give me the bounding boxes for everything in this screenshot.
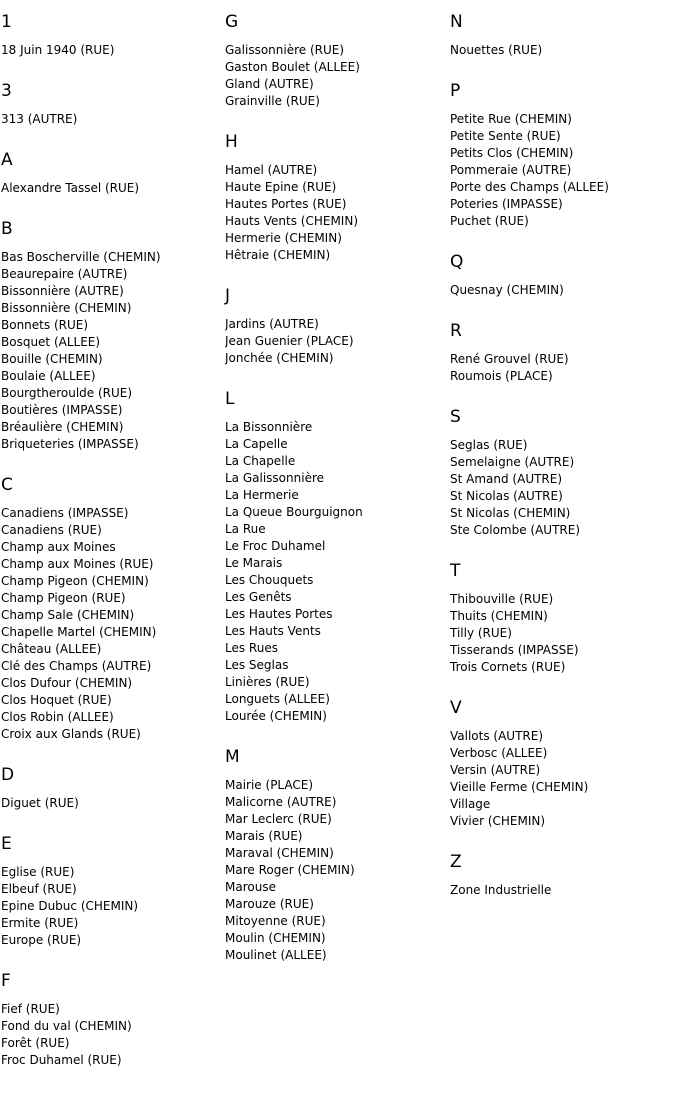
street-entry: Les Genêts	[225, 590, 292, 604]
street-entry: Vallots (AUTRE)	[450, 729, 544, 743]
street-list	[225, 419, 449, 725]
street-entry: Champ aux Moines	[1, 540, 116, 554]
street-entry: Pommeraie (AUTRE)	[450, 163, 572, 177]
street-entry: St Nicolas (AUTRE)	[450, 489, 563, 503]
letter-section	[450, 252, 674, 299]
street-entry: Les Rues	[225, 641, 278, 655]
letter-heading: C	[1, 475, 13, 495]
letter-section	[450, 81, 674, 230]
letter-section	[225, 747, 449, 964]
street-entry: René Grouvel (RUE)	[450, 352, 569, 366]
letter-heading: L	[225, 389, 235, 409]
street-entry: Moulinet (ALLEE)	[225, 948, 327, 962]
street-entry: Clé des Champs (AUTRE)	[1, 659, 152, 673]
street-entry: La Hermerie	[225, 488, 299, 502]
street-entry: Champ Pigeon (CHEMIN)	[1, 574, 149, 588]
street-entry: Fond du val (CHEMIN)	[1, 1019, 132, 1033]
street-list	[1, 1001, 225, 1069]
street-entry: Petite Rue (CHEMIN)	[450, 112, 572, 126]
letter-heading: Q	[450, 252, 464, 272]
street-entry: Puchet (RUE)	[450, 214, 529, 228]
street-entry: Grainville (RUE)	[225, 94, 320, 108]
street-list	[450, 42, 674, 59]
street-entry: Semelaigne (AUTRE)	[450, 455, 575, 469]
street-index-column-1	[1, 0, 225, 1069]
street-entry: Bouille (CHEMIN)	[1, 352, 103, 366]
letter-section	[450, 852, 674, 899]
street-entry: Clos Hoquet (RUE)	[1, 693, 112, 707]
street-entry: Chapelle Martel (CHEMIN)	[1, 625, 157, 639]
street-entry: La Chapelle	[225, 454, 296, 468]
street-entry: Seglas (RUE)	[450, 438, 528, 452]
letter-section	[1, 219, 225, 453]
street-entry: Epine Dubuc (CHEMIN)	[1, 899, 139, 913]
street-entry: Mairie (PLACE)	[225, 778, 314, 792]
street-entry: Marouze (RUE)	[225, 897, 314, 911]
letter-section	[1, 81, 225, 128]
street-entry: Clos Robin (ALLEE)	[1, 710, 114, 724]
street-entry: Roumois (PLACE)	[450, 369, 553, 383]
letter-heading: T	[450, 561, 461, 581]
street-entry: Malicorne (AUTRE)	[225, 795, 337, 809]
street-entry: Forêt (RUE)	[1, 1036, 70, 1050]
street-entry: Marais (RUE)	[225, 829, 303, 843]
street-entry: Tilly (RUE)	[450, 626, 512, 640]
street-entry: Tisserands (IMPASSE)	[450, 643, 579, 657]
street-entry: St Amand (AUTRE)	[450, 472, 563, 486]
street-entry: Europe (RUE)	[1, 933, 82, 947]
street-entry: Croix aux Glands (RUE)	[1, 727, 141, 741]
street-list	[450, 591, 674, 676]
street-entry: La Rue	[225, 522, 266, 536]
letter-heading: B	[1, 219, 13, 239]
street-list	[1, 505, 225, 743]
street-list	[450, 728, 674, 830]
street-entry: Eglise (RUE)	[1, 865, 75, 879]
street-entry: Jardins (AUTRE)	[225, 317, 319, 331]
street-entry: La Galissonnière	[225, 471, 324, 485]
street-list	[1, 864, 225, 949]
letter-section	[1, 475, 225, 743]
street-index-column-3	[450, 0, 674, 899]
street-list	[1, 42, 225, 59]
street-entry: Bissonnière (CHEMIN)	[1, 301, 132, 315]
street-list	[225, 777, 449, 964]
street-entry: Canadiens (IMPASSE)	[1, 506, 129, 520]
street-list	[450, 282, 674, 299]
street-entry: La Bissonnière	[225, 420, 313, 434]
street-entry: Le Marais	[225, 556, 283, 570]
letter-heading: 3	[1, 81, 12, 101]
street-entry: Verbosc (ALLEE)	[450, 746, 548, 760]
letter-section	[225, 389, 449, 725]
street-entry: St Nicolas (CHEMIN)	[450, 506, 571, 520]
street-entry: Briqueteries (IMPASSE)	[1, 437, 139, 451]
street-entry: Poteries (IMPASSE)	[450, 197, 563, 211]
street-entry: Beaurepaire (AUTRE)	[1, 267, 128, 281]
letter-section	[225, 12, 449, 110]
street-entry: Elbeuf (RUE)	[1, 882, 77, 896]
street-entry: Vivier (CHEMIN)	[450, 814, 546, 828]
street-entry: Froc Duhamel (RUE)	[1, 1053, 122, 1067]
street-entry: Champ aux Moines (RUE)	[1, 557, 154, 571]
street-entry: La Queue Bourguignon	[225, 505, 363, 519]
street-entry: Versin (AUTRE)	[450, 763, 541, 777]
letter-section	[225, 286, 449, 367]
street-list	[1, 795, 225, 812]
street-entry: La Capelle	[225, 437, 288, 451]
street-entry: Haute Epine (RUE)	[225, 180, 337, 194]
letter-heading: E	[1, 834, 12, 854]
street-entry: Gland (AUTRE)	[225, 77, 314, 91]
street-entry: Mare Roger (CHEMIN)	[225, 863, 355, 877]
street-entry: Longuets (ALLEE)	[225, 692, 330, 706]
street-entry: Mar Leclerc (RUE)	[225, 812, 332, 826]
street-entry: Hêtraie (CHEMIN)	[225, 248, 331, 262]
letter-heading: 1	[1, 12, 12, 32]
street-entry: Bonnets (RUE)	[1, 318, 89, 332]
street-entry: Jonchée (CHEMIN)	[225, 351, 334, 365]
street-entry: Les Hautes Portes	[225, 607, 333, 621]
street-entry: Quesnay (CHEMIN)	[450, 283, 564, 297]
street-entry: Mitoyenne (RUE)	[225, 914, 326, 928]
street-entry: Bréaulière (CHEMIN)	[1, 420, 124, 434]
street-entry: Fief (RUE)	[1, 1002, 60, 1016]
street-entry: Hermerie (CHEMIN)	[225, 231, 342, 245]
street-entry: Nouettes (RUE)	[450, 43, 543, 57]
street-entry: Champ Pigeon (RUE)	[1, 591, 126, 605]
street-entry: Petits Clos (CHEMIN)	[450, 146, 574, 160]
letter-section	[450, 321, 674, 385]
street-list	[450, 351, 674, 385]
letter-heading: J	[225, 286, 231, 306]
letter-section	[450, 12, 674, 59]
letter-section	[1, 834, 225, 949]
street-list	[1, 249, 225, 453]
letter-heading: Z	[450, 852, 462, 872]
street-list	[450, 437, 674, 539]
street-entry: Linières (RUE)	[225, 675, 310, 689]
street-entry: Galissonnière (RUE)	[225, 43, 345, 57]
street-entry: Le Froc Duhamel	[225, 539, 326, 553]
street-entry: Les Chouquets	[225, 573, 314, 587]
street-list	[450, 882, 674, 899]
street-entry: Clos Dufour (CHEMIN)	[1, 676, 133, 690]
street-entry: Zone Industrielle	[450, 883, 552, 897]
street-entry: Petite Sente (RUE)	[450, 129, 561, 143]
street-entry: Diguet (RUE)	[1, 796, 79, 810]
letter-heading: A	[1, 150, 13, 170]
street-entry: Porte des Champs (ALLEE)	[450, 180, 609, 194]
street-entry: Château (ALLEE)	[1, 642, 102, 656]
letter-heading: G	[225, 12, 239, 32]
street-list	[225, 316, 449, 367]
street-entry: Vieille Ferme (CHEMIN)	[450, 780, 589, 794]
street-entry: Village	[450, 797, 491, 811]
letter-heading: R	[450, 321, 462, 341]
letter-section	[450, 698, 674, 830]
letter-section	[450, 561, 674, 676]
street-entry: Moulin (CHEMIN)	[225, 931, 326, 945]
street-entry: Maraval (CHEMIN)	[225, 846, 334, 860]
street-entry: Bas Boscherville (CHEMIN)	[1, 250, 161, 264]
street-entry: Marouse	[225, 880, 276, 894]
letter-heading: M	[225, 747, 240, 767]
letter-heading: D	[1, 765, 15, 785]
street-entry: 18 Juin 1940 (RUE)	[1, 43, 115, 57]
street-entry: Bosquet (ALLEE)	[1, 335, 101, 349]
letter-heading: P	[450, 81, 461, 101]
letter-heading: S	[450, 407, 461, 427]
street-entry: Bourgtheroulde (RUE)	[1, 386, 133, 400]
street-entry: Thuits (CHEMIN)	[450, 609, 548, 623]
street-entry: Canadiens (RUE)	[1, 523, 102, 537]
street-entry: Hauts Vents (CHEMIN)	[225, 214, 359, 228]
street-entry: Alexandre Tassel (RUE)	[1, 181, 140, 195]
street-entry: Boutières (IMPASSE)	[1, 403, 123, 417]
street-entry: Bissonnière (AUTRE)	[1, 284, 124, 298]
street-list	[1, 180, 225, 197]
letter-section	[1, 971, 225, 1069]
street-entry: Lourée (CHEMIN)	[225, 709, 327, 723]
street-entry: Ste Colombe (AUTRE)	[450, 523, 581, 537]
street-entry: Boulaie (ALLEE)	[1, 369, 96, 383]
letter-section	[1, 765, 225, 812]
letter-heading: N	[450, 12, 463, 32]
street-entry: Trois Cornets (RUE)	[450, 660, 566, 674]
letter-section	[1, 150, 225, 197]
street-entry: Gaston Boulet (ALLEE)	[225, 60, 360, 74]
letter-heading: F	[1, 971, 11, 991]
street-entry: Thibouville (RUE)	[450, 592, 554, 606]
street-entry: Champ Sale (CHEMIN)	[1, 608, 135, 622]
street-entry: Les Hauts Vents	[225, 624, 321, 638]
street-list	[1, 111, 225, 128]
street-entry: Jean Guenier (PLACE)	[225, 334, 354, 348]
street-entry: Hamel (AUTRE)	[225, 163, 318, 177]
letter-heading: V	[450, 698, 462, 718]
street-entry: Les Seglas	[225, 658, 289, 672]
street-list	[450, 111, 674, 230]
street-index-column-2	[225, 0, 449, 964]
letter-heading: H	[225, 132, 238, 152]
letter-section	[450, 407, 674, 539]
street-list	[225, 42, 449, 110]
street-entry: 313 (AUTRE)	[1, 112, 78, 126]
street-list	[225, 162, 449, 264]
letter-section	[1, 12, 225, 59]
letter-section	[225, 132, 449, 264]
street-entry: Hautes Portes (RUE)	[225, 197, 347, 211]
street-entry: Ermite (RUE)	[1, 916, 79, 930]
